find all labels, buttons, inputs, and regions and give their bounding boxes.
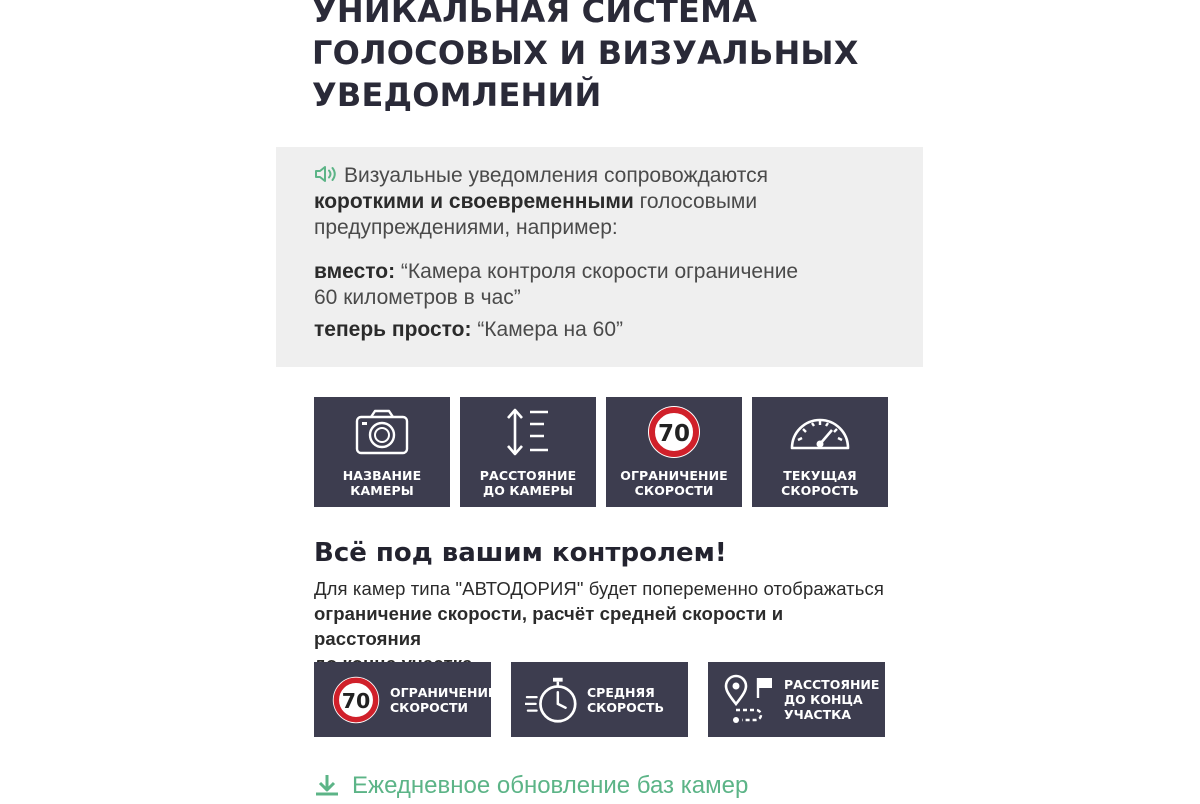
notice-intro: Визуальные уведомления сопровождаются: [344, 164, 768, 187]
download-icon: [314, 773, 340, 799]
tile-current-speed: [752, 397, 888, 507]
route-flag-icon: [722, 674, 778, 726]
notice-line: [314, 189, 874, 215]
tile-distance-to-end: [708, 662, 885, 737]
tile-camera-distance: [460, 397, 596, 507]
speedometer-icon: [788, 410, 852, 454]
notice-after-bold: голосовыми: [633, 190, 758, 213]
speaker-icon: [314, 165, 338, 183]
title-line: ГОЛОСОВЫХ И ВИЗУАЛЬНЫХ: [312, 34, 859, 72]
tile-speed-limit-avtodoria: [314, 662, 497, 737]
notice-line: предупреждениями, например:: [314, 216, 618, 239]
camera-icon: [354, 407, 410, 457]
now-text: “Камера на 60”: [471, 318, 623, 341]
notice-line: [314, 163, 874, 189]
notice-line: [314, 259, 874, 285]
daily-update-text: Ежедневное обновление баз камер: [352, 772, 749, 799]
control-heading: Всё под вашим контролем!: [314, 538, 727, 568]
tile-average-speed: [511, 662, 688, 737]
distance-icon: [503, 406, 553, 458]
tile-camera-name: [314, 397, 450, 507]
title-line: УНИКАЛЬНАЯ СИСТЕМА: [312, 0, 758, 30]
control-description: Для камер типа "АВТОДОРИЯ" будет попеременно отображаться ограничение скорости, расчёт средней скорости и расстояния: [314, 578, 884, 649]
tile-label: ТЕКУЩАЯ СКОРОСТЬ: [781, 468, 859, 498]
voice-notice-box: [276, 147, 923, 367]
feature-tiles: [314, 397, 888, 507]
stopwatch-icon: [525, 675, 581, 725]
tile-label: РАССТОЯНИЕ ДО КАМЕРЫ: [479, 468, 577, 498]
speed-limit-sign-icon: [646, 404, 702, 460]
tile-label: ОГРАНИЧЕНИЕ СКОРОСТИ: [390, 684, 497, 715]
notice-line: [314, 317, 874, 343]
tile-speed-limit: [606, 397, 742, 507]
speed-limit-sign-icon: [331, 675, 381, 725]
instead-label: вместо:: [314, 260, 396, 283]
notice-text: [314, 163, 874, 343]
notice-bold: короткими и своевременными: [314, 190, 634, 213]
tile-label: ОГРАНИЧЕНИЕ СКОРОСТИ: [620, 468, 728, 498]
tile-label: НАЗВАНИЕ КАМЕРЫ: [342, 468, 422, 498]
now-label: теперь просто:: [314, 318, 472, 341]
avtodoria-tiles: [314, 662, 885, 737]
tile-label: РАССТОЯНИЕ ДО КОНЦА УЧАСТКА: [784, 677, 880, 722]
sign-value: 70: [341, 689, 371, 714]
sign-value: 70: [657, 421, 691, 447]
notice-line: 60 километров в час”: [314, 286, 521, 309]
page-title: [312, 0, 912, 116]
instead-text: “Камера контроля скорости ограничение: [395, 260, 799, 283]
title-line: УВЕДОМЛЕНИЙ: [312, 76, 602, 114]
tile-label: СРЕДНЯЯ СКОРОСТЬ: [587, 684, 665, 715]
daily-update-link[interactable]: [314, 768, 748, 804]
